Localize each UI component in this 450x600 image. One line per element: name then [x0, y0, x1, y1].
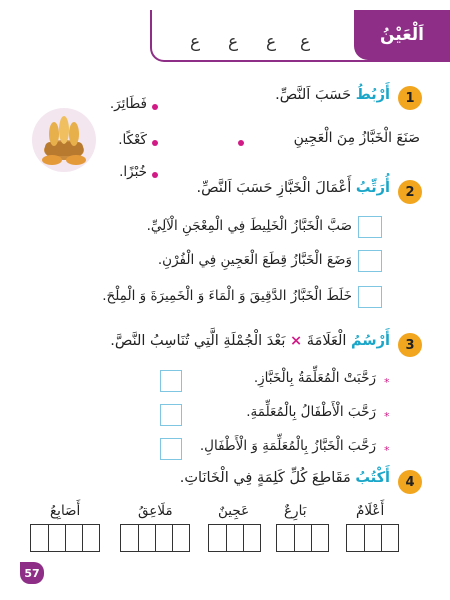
answer-checkbox[interactable]: [160, 438, 182, 460]
cross-mark-symbol: ×: [290, 333, 303, 349]
instruction-text: الْعَلَامَةَ: [302, 333, 352, 349]
answer-checkbox[interactable]: [160, 404, 182, 426]
instruction-text: بَعْدَ الْجُمْلَةِ الَّتِي تُنَاسِبُ النَّصَّ.: [110, 333, 291, 349]
header-letter: ع: [266, 32, 277, 52]
order-number-box[interactable]: [358, 250, 382, 272]
section-title-tag: اَلْعَيْنُ: [354, 10, 450, 60]
statement-item: رَحَّبَ الْخَبَّازُ بِالْمُعَلِّمَةِ وَ الْأَطْفَالِ.: [199, 438, 376, 454]
statement-item: رَحَّبَ الْأَطْفَالُ بِالْمُعَلِّمَةِ.: [246, 404, 376, 420]
question-1-instruction: [275, 87, 390, 103]
q1-sentence: صَنَعَ الْخَبَّازُ مِنَ الْعَجِينِ: [293, 130, 420, 146]
option-word: كَعْكًا.: [118, 132, 147, 148]
question-number-badge: 4: [398, 470, 422, 494]
option-bullet: [152, 172, 158, 178]
syllable-cells[interactable]: [120, 524, 190, 552]
syllable-word: أَعْلَامٌ: [356, 503, 385, 519]
answer-checkbox[interactable]: [160, 370, 182, 392]
option-bullet: [152, 104, 158, 110]
header-letter: ع: [228, 32, 239, 52]
question-3-instruction: [110, 333, 390, 349]
instruction-keyword: أَرْسُمُ: [351, 333, 390, 349]
instruction-keyword: أَرْبُطُ: [355, 87, 390, 103]
syllable-cells[interactable]: [30, 524, 100, 552]
syllable-word: مَلَاعِقُ: [138, 503, 173, 519]
option-bullet: [152, 140, 158, 146]
instruction-text: مَقَاطِعَ كُلِّ كَلِمَةٍ فِي الْخَانَاتِ.: [179, 470, 356, 486]
question-2-instruction: [196, 180, 390, 196]
question-number-badge: 1: [398, 86, 422, 110]
order-number-box[interactable]: [358, 216, 382, 238]
question-number-badge: 3: [398, 333, 422, 357]
sentence-bullet: [238, 140, 244, 146]
syllable-cells[interactable]: [346, 524, 399, 552]
item-bullet: *: [384, 376, 390, 389]
ordering-item: خَلَطَ الْخَبَّازُ الدَّقِيقَ وَ الْمَاءَ وَ الْخَمِيرَةَ وَ الْمِلْحَ.: [102, 288, 352, 304]
syllable-word: عَجِينٌ: [218, 503, 250, 519]
syllable-cells[interactable]: [276, 524, 329, 552]
question-4-instruction: [180, 470, 390, 486]
item-bullet: *: [384, 410, 390, 423]
instruction-keyword: أُرَتِّبُ: [355, 180, 390, 196]
header-letter: ع: [190, 32, 201, 52]
header-letter: ع: [300, 32, 311, 52]
bread-basket-icon: [32, 108, 96, 172]
syllable-word: أَصَابِعُ: [50, 503, 81, 519]
option-word: خُبْزًا.: [119, 164, 147, 180]
instruction-text: أَعْمَالَ الْخَبَّازِ حَسَبَ اَلنَّصِّ.: [196, 180, 356, 196]
ordering-item: صَبَّ الْخَبَّازُ الْخَلِيطَ فِي الْمِعْجَنِ الْآلِيِّ.: [146, 218, 352, 234]
order-number-box[interactable]: [358, 286, 382, 308]
instruction-keyword: أَكْتُبُ: [355, 470, 390, 486]
question-number-badge: 2: [398, 180, 422, 204]
statement-item: رَحَّبَتْ الْمُعَلِّمَةُ بِالْخَبَّازِ.: [253, 370, 376, 386]
page-number: 57: [20, 562, 44, 584]
ordering-item: وَضَعَ الْخَبَّازُ قِطَعَ الْعَجِينِ فِي الْفُرْنِ.: [157, 252, 352, 268]
option-word: فَطَائِرَ.: [109, 96, 147, 112]
instruction-text: حَسَبَ اَلنَّصِّ.: [275, 87, 356, 103]
syllable-cells[interactable]: [208, 524, 261, 552]
item-bullet: *: [384, 444, 390, 457]
syllable-word: بَارِعٌ: [284, 503, 307, 519]
